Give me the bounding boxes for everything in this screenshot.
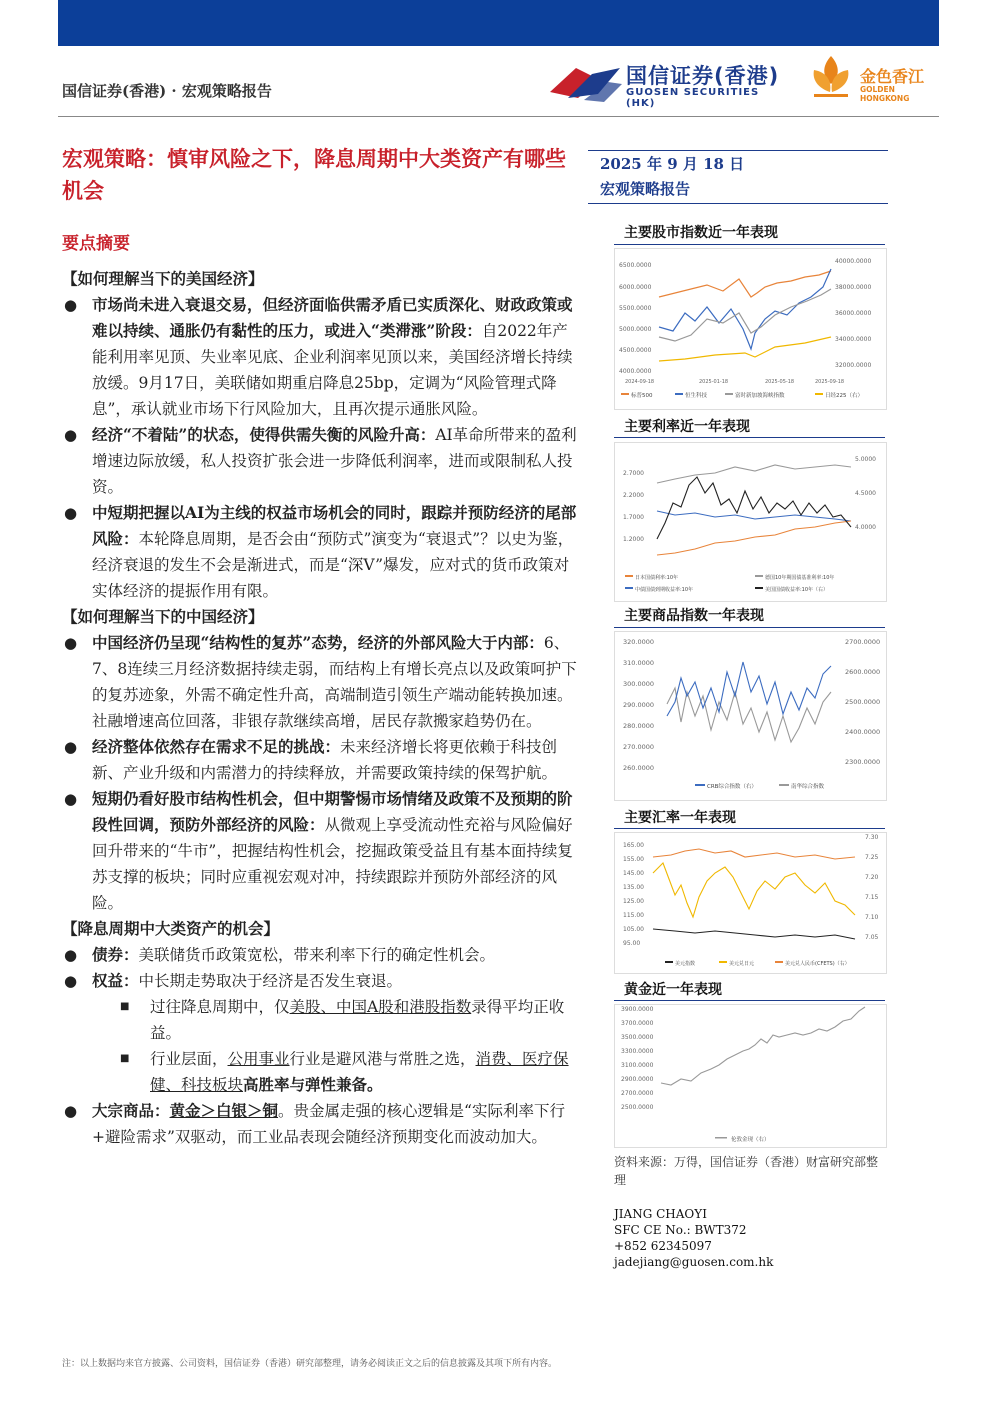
y-tick: 4000.0000: [619, 368, 652, 375]
guosen-logo-mark-icon: [548, 58, 624, 102]
x-tick: 2025-05-18: [765, 379, 795, 385]
legend-label: 标普500: [631, 393, 653, 399]
bullet-cn-1-text: 6、7、8连续三月经济数据持续走弱，而结构上有增长亮点以及政策呵护下的复苏迹象，外需不确定性升高，高端制造引领生产端动能转换加速。社融增速高位回落，非银存款继续高增，居民存款搬家趋势仍在。: [92, 634, 577, 730]
legend-label: 日经225（右）: [825, 393, 863, 399]
y2-tick: 4.5000: [855, 490, 876, 497]
series-line: [659, 337, 831, 361]
y-tick: 290.0000: [623, 701, 655, 709]
legend-label: 中债国债到期收益率:10年: [635, 587, 694, 593]
analyst-info: [614, 1206, 773, 1270]
y-tick: 135.00: [623, 884, 644, 891]
y2-tick: 38000.0000: [835, 284, 872, 291]
legend-swatch: [665, 961, 673, 963]
analyst-phone: +852 62345097: [614, 1239, 712, 1253]
guosen-logo-en: GUOSEN SECURITIES (HK): [626, 87, 760, 109]
report-series-title: 国信证券(香港) · 宏观策略报告: [62, 82, 272, 100]
bullet-us-2-text: AI革命所带来的盈利增速边际放缓，私人投资扩张会进一步降低利润率，进而或限制私人投资。: [92, 426, 577, 496]
bullet-cn-3: [62, 786, 577, 916]
summary-heading: 要点摘要: [62, 234, 130, 254]
square-bullet-icon: ■: [120, 1001, 130, 1012]
chart-gold-svg: [615, 1005, 886, 1147]
legend-swatch: [719, 961, 727, 963]
legend-label: 日本国债利率:10年: [635, 575, 679, 581]
bullet-dot-icon: ●: [64, 972, 78, 990]
chart-stocks: [614, 248, 887, 410]
series-line: [667, 662, 831, 716]
sub2-underlined-2: 消费、医疗保健、科技板块: [150, 1050, 569, 1094]
bullet-cn-3-bold: 短期仍看好股市结构性机会，但中期警惕市场情绪及政策不及预期的阶段性回调，预防外部经济的风险：: [92, 789, 573, 834]
legend-swatch: [775, 961, 783, 963]
bullet-cn-1-bold: 中国经济仍呈现“结构性的复苏”态势，经济的外部风险大于内部：: [92, 633, 544, 652]
x-tick: 2024-09-18: [625, 379, 655, 385]
series-line: [667, 688, 831, 742]
y2-tick: 2400.0000: [845, 728, 881, 736]
sub2-text-a: 行业层面，: [150, 1050, 228, 1068]
cn-section-heading: 【如何理解当下的中国经济】: [62, 607, 264, 626]
chart-fx: [614, 832, 887, 974]
bullet-us-2: [62, 422, 577, 500]
legend-label: 美元指数: [675, 961, 696, 967]
golden-hongkong-logo: [806, 52, 940, 102]
y-tick: 320.0000: [623, 638, 655, 646]
date-bottom-rule: [588, 203, 888, 204]
sub-bullet-equity-1: [62, 994, 577, 1046]
legend-label: CRB综合指数（右）: [707, 784, 757, 790]
y-tick: 6000.0000: [619, 284, 652, 291]
series-line: [657, 521, 851, 555]
commodities-label: 大宗商品：: [92, 1101, 170, 1120]
bullet-dot-icon: ●: [64, 1102, 78, 1120]
equity-text: 中长期走势取决于经济是否发生衰退。: [138, 972, 403, 990]
legend-swatch: [675, 393, 683, 395]
y-tick: 2500.0000: [621, 1104, 654, 1111]
report-date: 2025 年 9 月 18 日: [600, 155, 745, 173]
sub2-underlined-1: 公用事业: [227, 1050, 290, 1068]
y2-tick: 32000.0000: [835, 362, 872, 369]
bullet-cn-2: [62, 734, 577, 786]
y-tick: 260.0000: [623, 764, 655, 772]
chart-fx-rule: [614, 828, 885, 829]
bonds-label: 债券：: [92, 945, 139, 964]
y-tick: 3100.0000: [621, 1062, 654, 1069]
bullet-dot-icon: ●: [64, 426, 78, 444]
sub2-text-b: 行业是避风港与常胜之选，: [289, 1050, 476, 1068]
sub-bullet-equity-2: [62, 1046, 577, 1098]
y-tick: 310.0000: [623, 659, 655, 667]
legend-swatch: [625, 575, 633, 577]
bullet-us-3: [62, 500, 577, 604]
legend-label: 美元兑日元: [729, 961, 755, 967]
legend-swatch: [815, 393, 823, 395]
y-tick: 3300.0000: [621, 1048, 654, 1055]
golden-hongkong-logo-mark-icon: [806, 52, 856, 102]
golden-hongkong-name: 金色香江: [860, 67, 925, 86]
legend-swatch: [755, 575, 763, 577]
bullet-us-1-bold: 市场尚未进入衰退交易，但经济面临供需矛盾已实质深化、财政政策或难以持续、通胀仍有黏性的压力，或进入“类滞涨”阶段：: [92, 295, 573, 340]
y2-tick: 7.05: [865, 934, 879, 941]
series-line: [661, 1007, 865, 1085]
legend-label: 伦敦金现（右）: [731, 1137, 770, 1143]
y2-tick: 2500.0000: [845, 698, 881, 706]
chart-gold: [614, 1004, 887, 1148]
y2-tick: 2700.0000: [845, 638, 881, 646]
legend-label: 美元兑人民币(CFETS)（右）: [785, 961, 850, 967]
y-tick: 2.7000: [623, 470, 644, 477]
legend-swatch: [695, 784, 705, 786]
y2-tick: 2300.0000: [845, 758, 881, 766]
bullet-cn-2-bold: 经济整体依然存在需求不足的挑战：: [92, 737, 341, 756]
legend-label: 德国10年期国债基准利率:10年: [765, 575, 835, 581]
y2-tick: 7.15: [865, 894, 879, 901]
commodities-text: 。贵金属走强的核心逻辑是“实际利率下行+避险需求”双驱动，而工业品表现会随经济预期变化而波动加大。: [92, 1102, 565, 1146]
bullet-dot-icon: ●: [64, 504, 78, 522]
legend-swatch: [779, 784, 789, 786]
chart-gold-rule: [614, 1000, 885, 1001]
top-brand-bar: [58, 0, 939, 46]
y2-tick: 40000.0000: [835, 258, 872, 265]
bullet-us-3-text: 本轮降息周期，是否会由“预防式”演变为“衰退式”？以史为鉴，经济衰退的发生不会是渐进式，而是“深V”爆发，应对式的货币政策对实体经济的提振作用有限。: [92, 530, 574, 600]
bullet-us-2-bold: 经济“不着陆”的状态，使得供需失衡的风险升高：: [92, 425, 436, 444]
x-tick: 2025-09-18: [815, 379, 845, 385]
bullet-dot-icon: ●: [64, 946, 78, 964]
y2-tick: 2600.0000: [845, 668, 881, 676]
report-type: 宏观策略报告: [600, 180, 691, 198]
bullet-dot-icon: ●: [64, 738, 78, 756]
y-tick: 105.00: [623, 926, 644, 933]
golden-hongkong-en: GOLDEN HONGKONG: [860, 85, 910, 103]
equity-label: 权益：: [92, 971, 139, 990]
y-tick: 300.0000: [623, 680, 655, 688]
chart-stocks-rule: [614, 244, 885, 245]
chart-commodities: [614, 631, 887, 801]
chart-rates-rule: [614, 437, 885, 438]
bullet-cn-3-text: 从微观上享受流动性充裕与风险偏好回升带来的“牛市”，把握结构性机会，挖掘政策受益且有基本面持续复苏支撑的板块；同时应重视宏观对冲，持续跟踪并预防外部经济的风险。: [92, 816, 573, 912]
y-tick: 125.00: [623, 898, 644, 905]
x-tick: 2025-01-18: [699, 379, 729, 385]
legend-swatch: [715, 1137, 727, 1139]
y2-tick: 4.0000: [855, 524, 876, 531]
square-bullet-icon: ■: [120, 1053, 130, 1064]
sub2-text-c: 高胜率与弹性兼备。: [243, 1075, 383, 1094]
legend-swatch: [725, 393, 733, 395]
y2-tick: 36000.0000: [835, 310, 872, 317]
commodities-ranking: 黄金＞白银＞铜: [169, 1101, 279, 1120]
series-line: [653, 863, 855, 917]
y2-tick: 5.0000: [855, 456, 876, 463]
y-tick: 5500.0000: [619, 305, 652, 312]
bullet-dot-icon: ●: [64, 296, 78, 314]
y-tick: 4500.0000: [619, 347, 652, 354]
chart-fx-svg: [615, 833, 886, 973]
analyst-sfc: SFC CE No.: BWT372: [614, 1223, 747, 1237]
footer-disclaimer: 注：以上数据均来官方披露、公司资料，国信证券（香港）研究部整理，请务必阅读正文之后的信息披露及其项下所有内容。: [62, 1359, 558, 1369]
us-section-heading: 【如何理解当下的美国经济】: [62, 269, 264, 288]
bonds-text: 美联储货币政策宽松，带来利率下行的确定性机会。: [138, 946, 496, 964]
chart-stocks-svg: [615, 249, 886, 409]
report-title: 宏观策略：慎审风险之下，降息周期中大类资产有哪些机会: [62, 146, 566, 203]
assets-section-heading: 【降息周期中大类资产的机会】: [62, 919, 280, 938]
legend-label: 恒生科技: [685, 393, 708, 399]
series-line: [659, 271, 831, 297]
y2-tick: 7.10: [865, 914, 879, 921]
y2-tick: 7.20: [865, 874, 879, 881]
y-tick: 280.0000: [623, 722, 655, 730]
bullet-equity: [62, 968, 577, 994]
series-line: [657, 511, 851, 521]
y-tick: 155.00: [623, 856, 644, 863]
y-tick: 5000.0000: [619, 326, 652, 333]
chart-rates: [614, 442, 887, 602]
series-line: [657, 465, 851, 483]
y-tick: 165.00: [623, 842, 644, 849]
y-tick: 3700.0000: [621, 1020, 654, 1027]
chart-stocks-title: 主要股市指数近一年表现: [624, 225, 778, 241]
legend-label: 美国国债收益率:10年（右）: [765, 587, 829, 593]
chart-commodities-title: 主要商品指数一年表现: [624, 608, 764, 624]
sub1-text-b: 录得平均正收益。: [150, 998, 565, 1042]
analyst-email[interactable]: jadejiang@guosen.com.hk: [614, 1255, 774, 1269]
bullet-us-1: [62, 292, 577, 422]
chart-rates-title: 主要利率近一年表现: [624, 419, 750, 435]
y2-tick: 7.30: [865, 834, 879, 841]
y-tick: 2900.0000: [621, 1076, 654, 1083]
y-tick: 145.00: [623, 870, 644, 877]
bullet-dot-icon: ●: [64, 634, 78, 652]
legend-swatch: [625, 587, 633, 589]
series-line: [653, 929, 855, 939]
bullet-us-1-text: 自2022年产能利用率见顶、失业率见底、企业利润率见顶以来，美国经济增长持续放缓。9月17日，美联储如期重启降息25bp，定调为“风险管理式降息”，承认就业市场下行风险加大，且再次提示通胀风险。: [92, 322, 573, 418]
y-tick: 115.00: [623, 912, 644, 919]
y-tick: 270.0000: [623, 743, 655, 751]
y-tick: 1.7000: [623, 514, 644, 521]
legend-label: 南华综合指数: [791, 784, 825, 790]
legend-swatch: [621, 393, 629, 395]
y-tick: 1.2000: [623, 536, 644, 543]
y-tick: 2.2000: [623, 492, 644, 499]
y-tick: 3500.0000: [621, 1034, 654, 1041]
y-tick: 3900.0000: [621, 1006, 654, 1013]
legend-swatch: [755, 587, 763, 589]
y-tick: 2700.0000: [621, 1090, 654, 1097]
summary-body: [62, 266, 577, 1150]
y-tick: 95.00: [623, 940, 641, 947]
chart-commodities-svg: [615, 632, 886, 800]
chart-gold-title: 黄金近一年表现: [624, 982, 722, 998]
bullet-us-3-bold: 中短期把握以AI为主线的权益市场机会的同时，跟踪并预防经济的尾部风险：: [92, 503, 577, 548]
bullet-commodities: [62, 1098, 577, 1150]
y-tick: 6500.0000: [619, 262, 652, 269]
y2-tick: 7.25: [865, 854, 879, 861]
y2-tick: 34000.0000: [835, 336, 872, 343]
date-top-rule: [588, 150, 888, 151]
bullet-dot-icon: ●: [64, 790, 78, 808]
chart-commodities-rule: [614, 627, 885, 628]
guosen-logo-name: 国信证券(香港): [626, 64, 780, 88]
series-line: [653, 849, 855, 859]
analyst-name: JIANG CHAOYI: [614, 1207, 707, 1221]
guosen-logo: [548, 58, 784, 109]
chart-rates-svg: [615, 443, 886, 601]
bullet-cn-2-text: 未来经济增长将更依赖于科技创新、产业升级和内需潜力的持续释放，并需要政策持续的保驾护航。: [92, 738, 558, 782]
sub1-underlined: 美股、中国A股和港股指数: [289, 998, 472, 1016]
sub1-text-a: 过往降息周期中，仅: [150, 998, 290, 1016]
series-line: [657, 477, 851, 539]
bullet-cn-1: [62, 630, 577, 734]
header-divider: [58, 116, 939, 117]
bullet-bonds: [62, 942, 577, 968]
legend-label: 富时新加坡海峡指数: [735, 393, 785, 399]
chart-source-note: 资料来源：万得，国信证券（香港）财富研究部整理: [614, 1155, 879, 1187]
chart-fx-title: 主要汇率一年表现: [624, 810, 736, 826]
